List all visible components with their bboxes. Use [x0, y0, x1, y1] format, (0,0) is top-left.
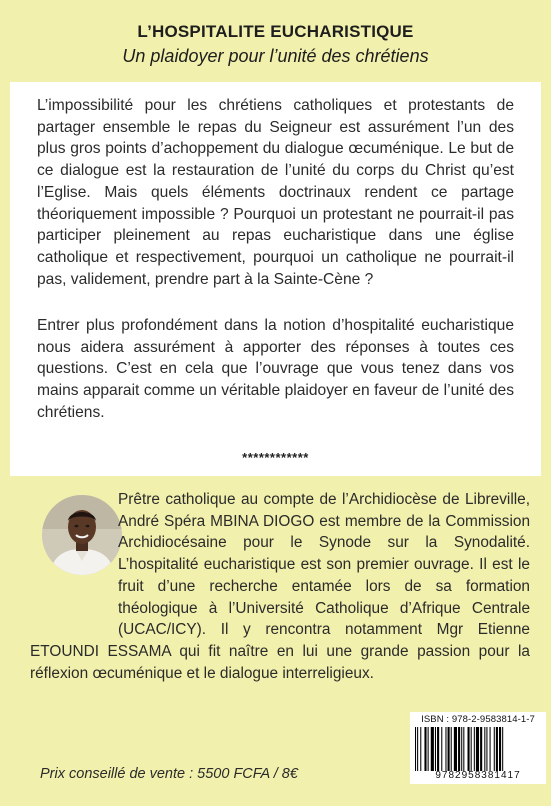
barcode-bar	[420, 727, 421, 771]
barcode-bar	[454, 727, 457, 771]
barcode-bar	[441, 727, 442, 771]
barcode-bar	[474, 727, 475, 771]
barcode-bar	[458, 727, 460, 771]
isbn-label: ISBN : 978-2-9583814-1-7	[421, 714, 535, 725]
barcode-bar	[468, 727, 470, 771]
barcode-bar	[451, 727, 452, 771]
barcode-bar	[435, 727, 436, 771]
cover-header	[0, 0, 551, 82]
barcode-bar	[496, 727, 498, 771]
ean-digits: 9782958381417	[435, 770, 521, 781]
book-subtitle: Un plaidoyer pour l’unité des chrétiens	[122, 46, 429, 66]
barcode-bar	[494, 727, 495, 771]
barcode-bar	[490, 727, 491, 771]
summary-paragraph-2: Entrer plus profondément dans la notion d’hospitalité eucharistique nous aidera assurément à apporter des réponses à toutes ces questions. C’est en cela que l’ouvrage que vous tenez dans vos mains apparait comme un véritable plaidoyer en faveur de l’unité des chrétiens.	[37, 317, 514, 421]
barcode-bar	[461, 727, 462, 771]
barcode-bar	[463, 727, 464, 771]
barcode-bar	[476, 727, 479, 771]
barcode-bar	[499, 727, 501, 771]
barcode-bar	[437, 727, 439, 771]
barcode-bar	[448, 727, 450, 771]
summary-paragraph-1: L’impossibilité pour les chrétiens catholiques et protestants de partager ensemble le repas du Seigneur est assurément l’un des plus gros points d’achoppement du dialogue œcuménique. Le but de ce dialogue est la restauration de l’unité du corps du Christ qu’est l’Eglise. Mais quels éléments doctrinaux rendent ce partage théoriquement impossible ? Pourquoi un protestant ne pourrait-il pas participer pleinement au repas eucharistique dans une église catholique et respectivement, pourquoi un catholique ne pourrait-il pas, validement, prendre part à la Sainte-Cène ?	[37, 97, 514, 288]
barcode-bar	[502, 727, 503, 771]
barcode-bar	[428, 727, 429, 771]
section-separator: ************	[242, 450, 309, 465]
barcode-bars	[413, 727, 543, 771]
barcode-bar	[486, 727, 487, 771]
summary-panel	[10, 82, 541, 476]
barcode-bar	[424, 727, 426, 771]
barcode-bar	[484, 727, 485, 771]
author-bio-text: Prêtre catholique au compte de l’Archidiocèse de Libreville, André Spéra MBINA DIOGO est membre de la Commission Archidiocésaine pour le Synode sur la Synodalité. L’hospitalité eucharistique est son premier ouvrage. Il est le fruit d’une recherche entamée lors de sa formation théologique à l’Université Catholique d’Afrique Centrale (UCAC/ICY). Il y rencontra notamment Mgr Etienne ETOUNDI ESSAMA qui fit naître en lui une grande passion pour la réflexion œcuménique et le dialogue interreligieux.	[30, 491, 530, 682]
barcode-bar	[415, 727, 416, 771]
barcode-bar	[471, 727, 472, 771]
barcode-bar	[417, 727, 418, 771]
barcode-bar	[445, 727, 446, 771]
retail-price: Prix conseillé de vente : 5500 FCFA / 8€	[40, 766, 298, 782]
barcode-bar	[480, 727, 482, 771]
book-title: L’HOSPITALITE EUCHARISTIQUE	[137, 22, 414, 41]
author-bio	[30, 489, 530, 684]
isbn-barcode	[410, 712, 546, 784]
barcode-bar	[431, 727, 434, 771]
